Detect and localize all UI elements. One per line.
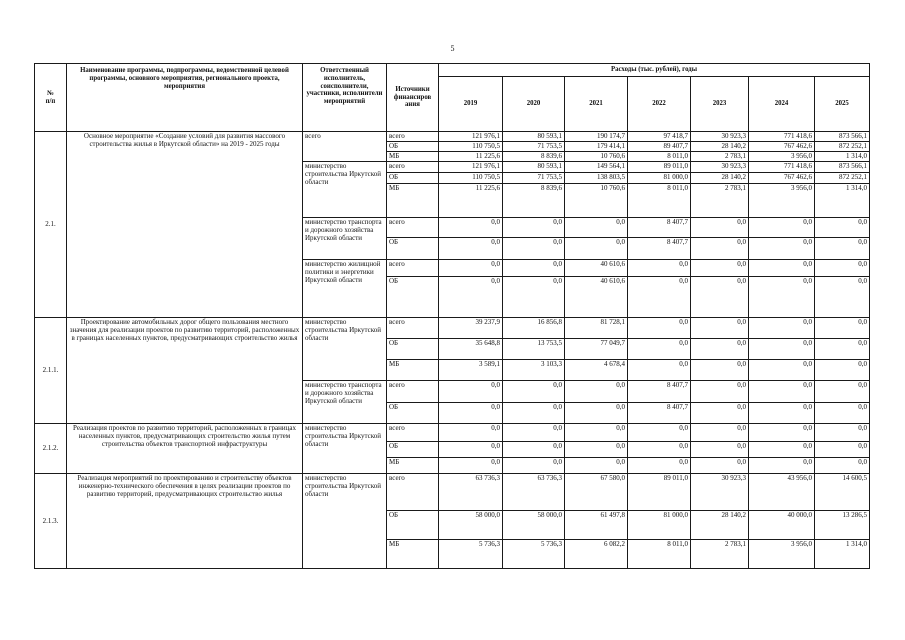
- executor-name: министерство транспорта и дорожного хозяйства Иркутской области: [303, 381, 387, 424]
- header-executor: Ответственный исполнитель, соисполнители, участники, исполнители мероприятий: [303, 64, 387, 132]
- amount-cell: 0,0: [749, 381, 815, 403]
- amount-cell: 5 736,3: [503, 540, 565, 569]
- amount-cell: 0,0: [815, 238, 870, 260]
- amount-cell: 0,0: [815, 218, 870, 238]
- amount-cell: 873 566,1: [815, 132, 870, 142]
- header-year: 2021: [565, 77, 628, 132]
- amount-cell: 8 011,0: [628, 540, 691, 569]
- amount-cell: 0,0: [749, 318, 815, 339]
- funding-source: ОБ: [387, 339, 439, 360]
- row-number: 2.1.3.: [35, 474, 67, 569]
- amount-cell: 0,0: [749, 442, 815, 458]
- amount-cell: 0,0: [749, 218, 815, 238]
- amount-cell: 0,0: [815, 458, 870, 474]
- amount-cell: 89 407,7: [628, 142, 691, 152]
- amount-cell: 0,0: [439, 381, 503, 403]
- expenses-table: [34, 63, 870, 569]
- amount-cell: 0,0: [503, 277, 565, 318]
- funding-source: МБ: [387, 540, 439, 569]
- amount-cell: 0,0: [628, 458, 691, 474]
- amount-cell: 80 593,1: [503, 132, 565, 142]
- funding-source: ОБ: [387, 277, 439, 318]
- header-year: 2022: [628, 77, 691, 132]
- amount-cell: 81 728,1: [565, 318, 628, 339]
- amount-cell: 1 314,0: [815, 540, 870, 569]
- amount-cell: 14 600,5: [815, 474, 870, 511]
- funding-source: МБ: [387, 152, 439, 162]
- header-year: 2025: [815, 77, 870, 132]
- amount-cell: 0,0: [749, 260, 815, 277]
- header-year: 2020: [503, 77, 565, 132]
- amount-cell: 0,0: [691, 238, 749, 260]
- amount-cell: 0,0: [439, 458, 503, 474]
- amount-cell: 40 610,6: [565, 277, 628, 318]
- amount-cell: 2 783,1: [691, 152, 749, 162]
- amount-cell: 0,0: [749, 360, 815, 381]
- executor-name: министерство строительства Иркутской области: [303, 474, 387, 569]
- amount-cell: 0,0: [503, 458, 565, 474]
- activity-name: Реализация проектов по развитию территорий, расположенных в границах населенных пунктов, предусматривающих строительство жилья путем строительства объектов транспортной инфраструктуры: [67, 424, 303, 474]
- amount-cell: 190 174,7: [565, 132, 628, 142]
- amount-cell: 0,0: [749, 458, 815, 474]
- amount-cell: 0,0: [628, 442, 691, 458]
- funding-source: всего: [387, 424, 439, 442]
- amount-cell: 28 140,2: [691, 511, 749, 540]
- amount-cell: 0,0: [691, 218, 749, 238]
- amount-cell: 71 753,5: [503, 173, 565, 184]
- amount-cell: 30 923,3: [691, 132, 749, 142]
- amount-cell: 81 000,0: [628, 173, 691, 184]
- amount-cell: 0,0: [628, 260, 691, 277]
- amount-cell: 0,0: [565, 424, 628, 442]
- funding-source: всего: [387, 218, 439, 238]
- activity-name: Основное мероприятие «Создание условий для развития массового строительства жилья в Иркутской области» на 2019 - 2025 годы: [67, 132, 303, 318]
- amount-cell: 0,0: [691, 424, 749, 442]
- amount-cell: 0,0: [628, 277, 691, 318]
- amount-cell: 40 610,6: [565, 260, 628, 277]
- amount-cell: 13 753,5: [503, 339, 565, 360]
- amount-cell: 8 839,6: [503, 184, 565, 218]
- table-row: [35, 132, 870, 142]
- amount-cell: 43 956,0: [749, 474, 815, 511]
- amount-cell: 0,0: [565, 381, 628, 403]
- amount-cell: 872 252,1: [815, 173, 870, 184]
- amount-cell: 0,0: [439, 277, 503, 318]
- amount-cell: 11 225,6: [439, 152, 503, 162]
- amount-cell: 0,0: [691, 403, 749, 424]
- amount-cell: 0,0: [503, 442, 565, 458]
- amount-cell: 771 418,6: [749, 132, 815, 142]
- amount-cell: 63 736,3: [439, 474, 503, 511]
- amount-cell: 0,0: [749, 238, 815, 260]
- funding-source: ОБ: [387, 511, 439, 540]
- amount-cell: 3 103,3: [503, 360, 565, 381]
- header-year: 2023: [691, 77, 749, 132]
- amount-cell: 3 956,0: [749, 184, 815, 218]
- header-expenses: Расходы (тыс. рублей), годы: [439, 64, 870, 77]
- funding-source: всего: [387, 162, 439, 173]
- amount-cell: 0,0: [691, 442, 749, 458]
- amount-cell: 179 414,1: [565, 142, 628, 152]
- amount-cell: 0,0: [691, 260, 749, 277]
- amount-cell: 97 418,7: [628, 132, 691, 142]
- executor-name: министерство транспорта и дорожного хозяйства Иркутской области: [303, 218, 387, 260]
- amount-cell: 0,0: [815, 260, 870, 277]
- row-number: 2.1.: [35, 132, 67, 318]
- amount-cell: 0,0: [691, 318, 749, 339]
- amount-cell: 767 462,6: [749, 173, 815, 184]
- amount-cell: 0,0: [439, 403, 503, 424]
- amount-cell: 0,0: [503, 381, 565, 403]
- row-number: 2.1.2.: [35, 424, 67, 474]
- amount-cell: 35 648,8: [439, 339, 503, 360]
- amount-cell: 71 753,5: [503, 142, 565, 152]
- amount-cell: 767 462,6: [749, 142, 815, 152]
- amount-cell: 89 011,0: [628, 474, 691, 511]
- amount-cell: 0,0: [503, 218, 565, 238]
- amount-cell: 873 566,1: [815, 162, 870, 173]
- amount-cell: 0,0: [815, 442, 870, 458]
- amount-cell: 28 140,2: [691, 173, 749, 184]
- funding-source: всего: [387, 318, 439, 339]
- amount-cell: 0,0: [815, 277, 870, 318]
- amount-cell: 2 783,1: [691, 540, 749, 569]
- funding-source: МБ: [387, 360, 439, 381]
- amount-cell: 30 923,3: [691, 474, 749, 511]
- amount-cell: 0,0: [749, 403, 815, 424]
- funding-source: ОБ: [387, 238, 439, 260]
- amount-cell: 121 976,1: [439, 162, 503, 173]
- amount-cell: 0,0: [628, 424, 691, 442]
- amount-cell: 58 000,0: [503, 511, 565, 540]
- amount-cell: 0,0: [439, 238, 503, 260]
- amount-cell: 121 976,1: [439, 132, 503, 142]
- funding-source: всего: [387, 132, 439, 142]
- executor-name: министерство строительства Иркутской области: [303, 424, 387, 474]
- amount-cell: 0,0: [565, 458, 628, 474]
- funding-source: ОБ: [387, 142, 439, 152]
- amount-cell: 0,0: [628, 360, 691, 381]
- amount-cell: 8 011,0: [628, 184, 691, 218]
- header-year: 2019: [439, 77, 503, 132]
- amount-cell: 0,0: [503, 260, 565, 277]
- amount-cell: 0,0: [749, 339, 815, 360]
- amount-cell: 13 286,5: [815, 511, 870, 540]
- funding-source: всего: [387, 474, 439, 511]
- header-source: Источники финансиров ания: [387, 64, 439, 132]
- amount-cell: 0,0: [691, 277, 749, 318]
- amount-cell: 16 856,8: [503, 318, 565, 339]
- amount-cell: 80 593,1: [503, 162, 565, 173]
- header-year: 2024: [749, 77, 815, 132]
- amount-cell: 1 314,0: [815, 184, 870, 218]
- table-body: [35, 132, 870, 569]
- amount-cell: 67 580,0: [565, 474, 628, 511]
- executor-name: министерство строительства Иркутской области: [303, 318, 387, 381]
- funding-source: ОБ: [387, 442, 439, 458]
- funding-source: ОБ: [387, 173, 439, 184]
- amount-cell: 63 736,3: [503, 474, 565, 511]
- amount-cell: 0,0: [439, 260, 503, 277]
- amount-cell: 30 923,3: [691, 162, 749, 173]
- amount-cell: 40 000,0: [749, 511, 815, 540]
- amount-cell: 0,0: [503, 403, 565, 424]
- amount-cell: 0,0: [691, 339, 749, 360]
- activity-name: Проектирование автомобильных дорог общего пользования местного значения для реализации проектов по развитию территорий, расположенных в границах населенных пунктов, предусматривающих строительство жилья: [67, 318, 303, 424]
- amount-cell: 138 803,5: [565, 173, 628, 184]
- amount-cell: 0,0: [749, 424, 815, 442]
- header-num: № п/п: [35, 64, 67, 132]
- amount-cell: 3 956,0: [749, 540, 815, 569]
- amount-cell: 0,0: [565, 238, 628, 260]
- amount-cell: 8 839,6: [503, 152, 565, 162]
- amount-cell: 0,0: [815, 318, 870, 339]
- amount-cell: 0,0: [628, 339, 691, 360]
- executor-name: министерство строительства Иркутской области: [303, 162, 387, 218]
- amount-cell: 8 407,7: [628, 403, 691, 424]
- amount-cell: 58 000,0: [439, 511, 503, 540]
- funding-source: всего: [387, 260, 439, 277]
- table-row: [35, 424, 870, 442]
- amount-cell: 10 760,6: [565, 152, 628, 162]
- amount-cell: 0,0: [503, 424, 565, 442]
- amount-cell: 5 736,3: [439, 540, 503, 569]
- amount-cell: 872 252,1: [815, 142, 870, 152]
- amount-cell: 0,0: [691, 381, 749, 403]
- amount-cell: 2 783,1: [691, 184, 749, 218]
- amount-cell: 0,0: [503, 238, 565, 260]
- amount-cell: 149 564,1: [565, 162, 628, 173]
- amount-cell: 11 225,6: [439, 184, 503, 218]
- table-row: [35, 318, 870, 339]
- amount-cell: 39 237,9: [439, 318, 503, 339]
- funding-source: МБ: [387, 184, 439, 218]
- amount-cell: 110 750,5: [439, 142, 503, 152]
- amount-cell: 771 418,6: [749, 162, 815, 173]
- amount-cell: 8 011,0: [628, 152, 691, 162]
- table-header: [35, 64, 870, 132]
- page-number: 5: [450, 44, 455, 53]
- amount-cell: 28 140,2: [691, 142, 749, 152]
- amount-cell: 0,0: [439, 442, 503, 458]
- amount-cell: 10 760,6: [565, 184, 628, 218]
- amount-cell: 0,0: [691, 458, 749, 474]
- amount-cell: 0,0: [691, 360, 749, 381]
- amount-cell: 0,0: [565, 403, 628, 424]
- amount-cell: 8 407,7: [628, 381, 691, 403]
- executor-name: всего: [303, 132, 387, 162]
- amount-cell: 0,0: [815, 403, 870, 424]
- amount-cell: 0,0: [749, 277, 815, 318]
- amount-cell: 4 678,4: [565, 360, 628, 381]
- amount-cell: 110 750,5: [439, 173, 503, 184]
- amount-cell: 3 956,0: [749, 152, 815, 162]
- row-number: 2.1.1.: [35, 318, 67, 424]
- amount-cell: 89 011,0: [628, 162, 691, 173]
- amount-cell: 8 407,7: [628, 218, 691, 238]
- amount-cell: 1 314,0: [815, 152, 870, 162]
- header-name: Наименование программы, подпрограммы, ведомственной целевой программы, основного мероприятия, регионального проекта, мероприятия: [67, 64, 303, 132]
- amount-cell: 0,0: [439, 218, 503, 238]
- amount-cell: 0,0: [439, 424, 503, 442]
- amount-cell: 0,0: [815, 339, 870, 360]
- amount-cell: 61 497,8: [565, 511, 628, 540]
- amount-cell: 0,0: [815, 360, 870, 381]
- activity-name: Реализация мероприятий по проектированию и строительству объектов инженерно-технического обеспечения в целях реализации проектов по развитию территорий, предусматривающих строительство жилья: [67, 474, 303, 569]
- amount-cell: 77 049,7: [565, 339, 628, 360]
- amount-cell: 0,0: [628, 318, 691, 339]
- funding-source: МБ: [387, 458, 439, 474]
- amount-cell: 3 589,1: [439, 360, 503, 381]
- amount-cell: 0,0: [815, 381, 870, 403]
- funding-source: всего: [387, 381, 439, 403]
- table-row: [35, 474, 870, 511]
- amount-cell: 81 000,0: [628, 511, 691, 540]
- amount-cell: 8 407,7: [628, 238, 691, 260]
- executor-name: министерство жилищной политики и энергетики Иркутской области: [303, 260, 387, 318]
- amount-cell: 6 082,2: [565, 540, 628, 569]
- amount-cell: 0,0: [815, 424, 870, 442]
- amount-cell: 0,0: [565, 218, 628, 238]
- funding-source: ОБ: [387, 403, 439, 424]
- amount-cell: 0,0: [565, 442, 628, 458]
